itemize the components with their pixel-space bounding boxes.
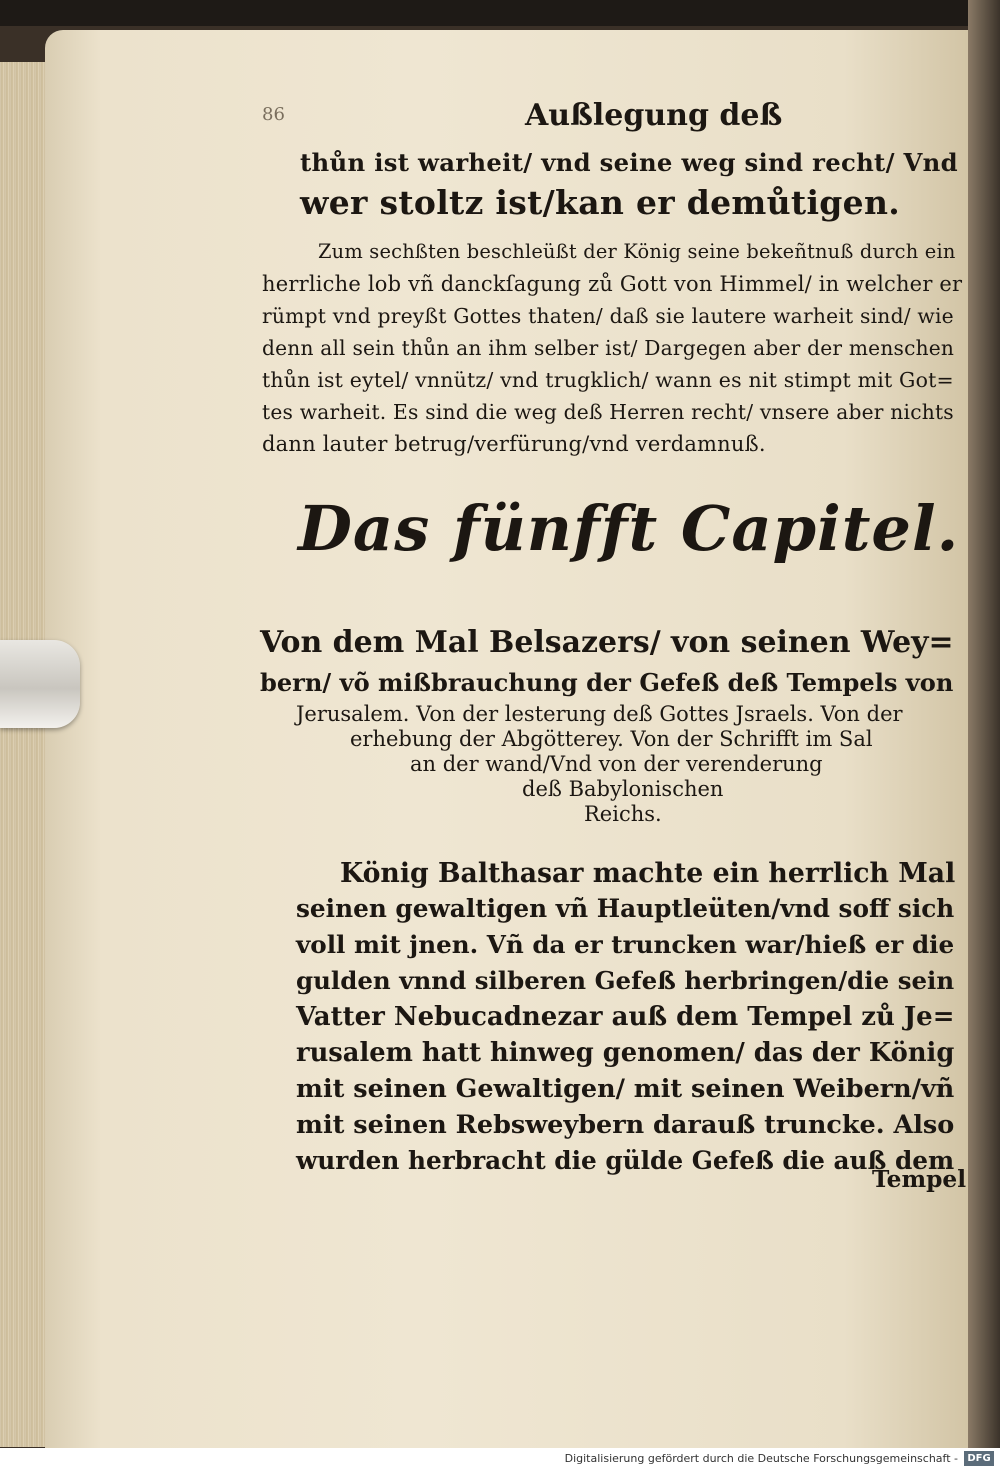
page-clip (0, 640, 80, 728)
chapter-summary-line: Reichs. (584, 802, 662, 826)
chapter-summary-line: deß Babylonischen (522, 777, 724, 801)
body-text-line: Vatter Nebucadnezar auß dem Tempel zů Je= (296, 1002, 955, 1032)
body-text-line: gulden vnnd silberen Gefeß herbringen/die sein (296, 966, 955, 995)
continuation-line: wer stoltz ist/kan er demůtigen. (300, 183, 901, 222)
footer-credit: Digitalisierung gefördert durch die Deutsche Forschungsgemeinschaft - (564, 1452, 958, 1465)
body-text-line: mit seinen Rebsweybern darauß truncke. Also (296, 1110, 955, 1140)
running-head: Außlegung deß (525, 98, 783, 133)
body-text-line: rusalem hatt hinweg genomen/ das der König (296, 1038, 955, 1068)
chapter-title: Das fünfft Capitel. (298, 492, 960, 565)
body-text-line: wurden herbracht die gülde Gefeß die auß dem (296, 1146, 955, 1175)
continuation-line: thůn ist warheit/ vnd seine weg sind recht/ Vnd (300, 148, 958, 177)
chapter-summary-line: erhebung der Abgötterey. Von der Schrifft im Sal (350, 727, 873, 751)
scan-right-edge (968, 0, 1000, 1448)
body-text-line: mit seinen Gewaltigen/ mit seinen Weibern/vñ (296, 1074, 955, 1104)
commentary-line: tes warheit. Es sind die weg deß Herren recht/ vnsere aber nichts (262, 400, 954, 424)
page-number: 86 (262, 104, 285, 125)
chapter-summary-line: an der wand/Vnd von der verenderung (410, 752, 823, 776)
chapter-summary-line: Jerusalem. Von der lesterung deß Gottes Jsraels. Von der (296, 702, 903, 726)
commentary-line: thůn ist eytel/ vnnütz/ vnd trugklich/ wann es nit stimpt mit Got= (262, 368, 954, 392)
body-text-line: voll mit jnen. Vñ da er truncken war/hieß er die (296, 930, 955, 959)
commentary-line: denn all sein thůn an ihm selber ist/ Dargegen aber der menschen (262, 336, 955, 360)
commentary-line: herrliche lob vñ danckſagung zů Gott von Himmel/ in welcher er (262, 272, 963, 296)
commentary-line: rümpt vnd preyßt Gottes thaten/ daß sie lautere warheit sind/ wie (262, 304, 954, 328)
body-text-line: König Balthasar machte ein herrlich Mal (340, 858, 956, 889)
chapter-summary-line: Von dem Mal Belsazers/ von seinen Wey= (260, 625, 954, 660)
dfg-logo: DFG (964, 1451, 994, 1466)
scan-top-edge (0, 0, 1000, 26)
catchword: Tempel (872, 1166, 967, 1193)
commentary-line: Zum sechßten beschleüßt der König seine bekeñtnuß durch ein (318, 240, 956, 263)
body-text-line: seinen gewaltigen vñ Hauptleüten/vnd soff sich (296, 894, 955, 923)
digitization-footer (0, 1448, 1000, 1471)
commentary-line: dann lauter betrug/verfürung/vnd verdamnuß. (262, 432, 766, 456)
chapter-summary-line: bern/ võ mißbrauchung der Gefeß deß Tempels von (260, 668, 954, 697)
